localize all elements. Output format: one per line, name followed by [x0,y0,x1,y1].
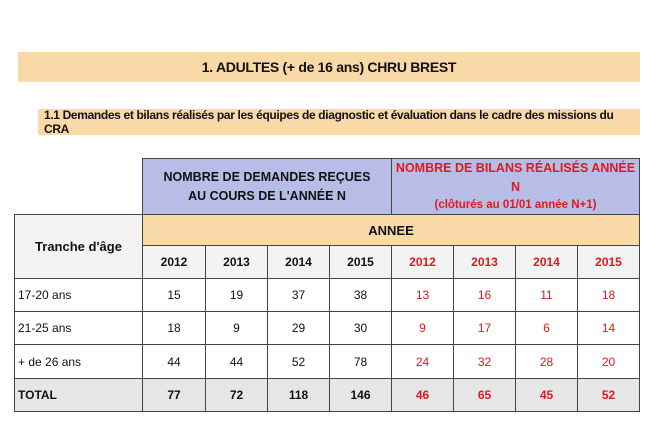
table-row [15,345,640,379]
table-cell: 17 [454,312,516,345]
year-header: 2014 [268,246,330,279]
year-header: 2012 [143,246,206,279]
year-header: 2014 [516,246,578,279]
section-title [18,52,640,82]
subsection-title-text: 1.1 Demandes et bilans réalisés par les équipes de diagnostic et évaluation dans le cadre des missions du CRA [44,108,614,136]
row-label: 21-25 ans [15,312,143,345]
total-cell: 146 [330,379,392,412]
total-label: TOTAL [15,379,143,412]
annee-header-text: ANNEE [368,222,414,238]
table-cell: 11 [516,279,578,312]
table-row [15,312,640,345]
total-cell: 52 [578,379,640,412]
table-cell: 37 [268,279,330,312]
year-header: 2015 [330,246,392,279]
total-cell: 45 [516,379,578,412]
table-row [15,279,640,312]
table-cell: 18 [143,312,206,345]
year-header: 2015 [578,246,640,279]
table-cell: 78 [330,345,392,379]
subsection-title [38,109,640,135]
table-cell: 32 [454,345,516,379]
total-cell: 77 [143,379,206,412]
age-group-header-text: Tranche d'âge [35,239,122,254]
age-group-header [15,215,143,279]
table-cell: 44 [143,345,206,379]
table-cell: 9 [206,312,268,345]
demandes-bilans-table [14,158,640,412]
total-cell: 65 [454,379,516,412]
section-title-text: 1. ADULTES (+ de 16 ans) CHRU BREST [201,59,457,75]
row-label: 17-20 ans [15,279,143,312]
total-cell: 118 [268,379,330,412]
row-label: + de 26 ans [15,345,143,379]
group-header-bilans [392,159,640,215]
year-header: 2013 [206,246,268,279]
table-cell: 38 [330,279,392,312]
table-cell: 18 [578,279,640,312]
group-header-bilans-line1: NOMBRE DE BILANS RÉALISÉS ANNÉE N [395,161,636,194]
table-cell: 6 [516,312,578,345]
table-cell: 24 [392,345,454,379]
table-cell: 16 [454,279,516,312]
group-header-demandes [143,159,392,215]
table-cell: 29 [268,312,330,345]
blank-corner [15,159,143,215]
total-cell: 72 [206,379,268,412]
table-cell: 30 [330,312,392,345]
group-header-demandes-line2: AU COURS DE L'ANNÉE N [188,188,346,203]
total-cell: 46 [392,379,454,412]
table-cell: 20 [578,345,640,379]
table-cell: 9 [392,312,454,345]
table-cell: 15 [143,279,206,312]
group-header-demandes-line1: NOMBRE DE DEMANDES REÇUES [163,169,371,184]
table-cell: 19 [206,279,268,312]
year-header: 2013 [454,246,516,279]
table-cell: 52 [268,345,330,379]
year-header: 2012 [392,246,454,279]
total-row [15,379,640,412]
table-cell: 44 [206,345,268,379]
table-cell: 28 [516,345,578,379]
table-cell: 14 [578,312,640,345]
annee-header [143,215,640,246]
group-header-bilans-line2: (clôturés au 01/01 année N+1) [434,199,597,211]
table-cell: 13 [392,279,454,312]
